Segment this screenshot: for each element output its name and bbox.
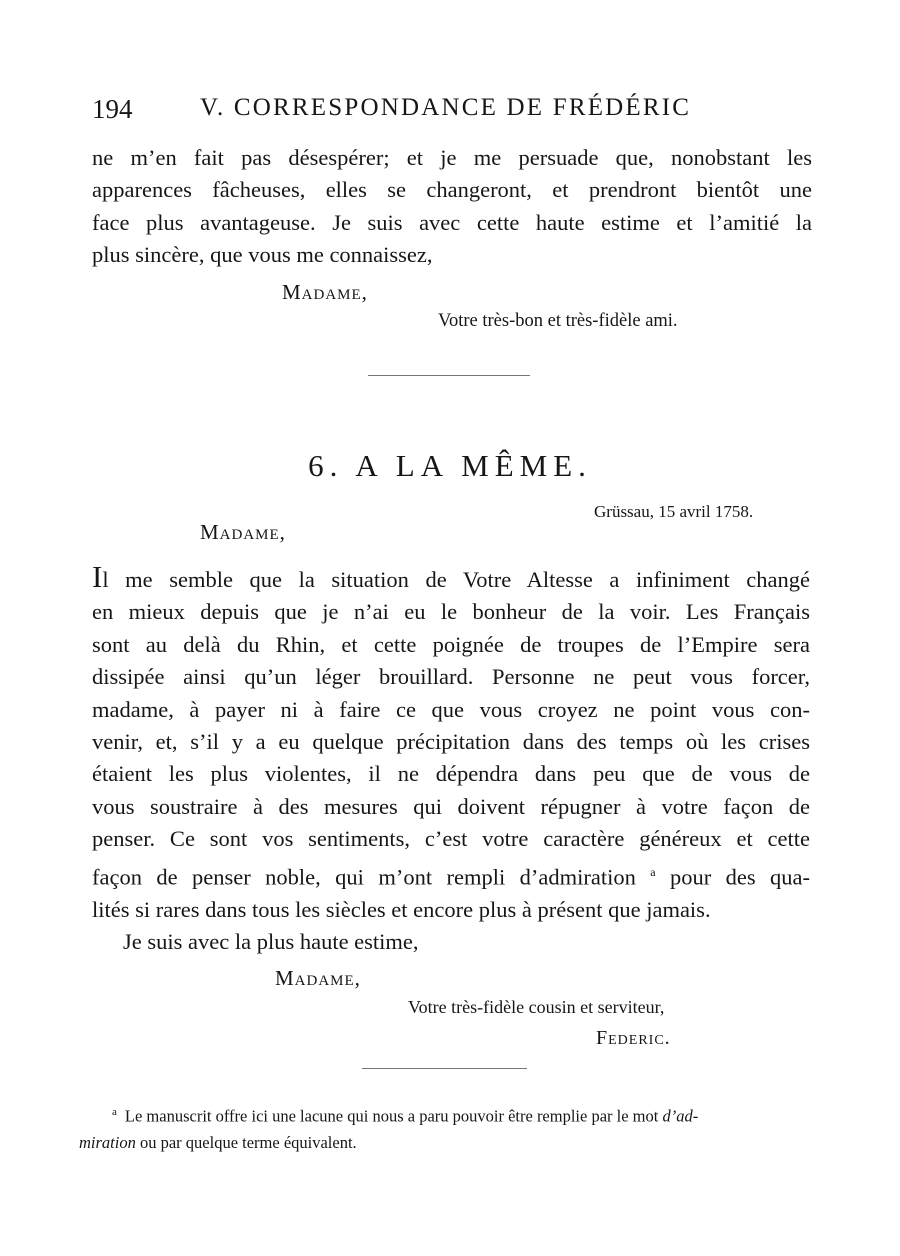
page-number: 194 [92,94,133,124]
footnote-marker: a [112,1106,117,1118]
footnote [79,1099,802,1156]
closing-salutation: Madame, [282,280,368,304]
footnote-text: ou par quelque terme équivalent. [139,1132,357,1152]
paragraph-line: dissipée ainsi qu’un léger brouillard. Personne ne peut vous forcer, [92,664,810,690]
paragraph-line [92,856,810,894]
paragraph-line: ne m’en fait pas désespérer; et je me persuade que, nonobstant les [92,145,812,170]
letter-heading: 6. A LA MÊME. [308,448,592,483]
footnote-line [112,1099,802,1130]
running-head: V. CORRESPONDANCE DE FRÉDÉRIC [200,94,692,121]
footnote-italic: miration [79,1132,136,1152]
dateline: Grüssau, 15 avril 1758. [594,502,754,521]
section-divider [368,375,530,376]
signoff: Votre très-fidèle cousin et serviteur, [408,997,665,1017]
footnote-italic: d’ad- [662,1106,699,1126]
previous-letter-paragraph [92,142,812,272]
drop-capital: I [92,559,103,594]
paragraph-line: apparences fâcheuses, elles se changeront, et prendront bientôt une [92,177,812,203]
paragraph-line: penser. Ce sont vos sentiments, c’est votre caractère généreux et cette [92,826,810,852]
footnote-line [79,1130,802,1156]
paragraph-line: face plus avantageuse. Je suis avec cette haute estime et l’amitié la [92,209,812,235]
line-text: pour des qua- [669,864,810,890]
line-text: façon de penser noble, qui m’ont rempli d’admiration [92,864,636,890]
letter-body [92,561,810,958]
paragraph-line [92,561,810,596]
salutation: Madame, [200,520,286,544]
footnote-text: Le manuscrit offre ici une lacune qui nous a paru pouvoir être remplie par le mot [124,1106,659,1126]
paragraph-line: vous soustraire à des mesures qui doivent répugner à votre façon de [92,793,810,819]
signature: Federic. [596,1027,671,1049]
paragraph-line: en mieux depuis que je n’ai eu le bonheur de la voir. Les Français [92,599,810,625]
paragraph-line: plus sincère, que vous me connaissez, [92,242,433,268]
paragraph-line: étaient les plus violentes, il ne dépendra dans peu que de vous de [92,761,810,787]
paragraph-line: madame, à payer ni à faire ce que vous croyez ne point vous con- [92,696,810,722]
paragraph-line: venir, et, s’il y a eu quelque précipitation dans des temps où les crises [92,729,810,755]
footnote-divider [362,1068,527,1069]
paragraph-line: sont au delà du Rhin, et cette poignée de troupes de l’Empire sera [92,631,810,657]
closing-salutation: Madame, [275,966,361,990]
signoff: Votre très-bon et très-fidèle ami. [438,311,678,331]
paragraph-line: lités si rares dans tous les siècles et encore plus à présent que jamais. [92,896,711,922]
footnote-reference: a [650,864,656,879]
closing-line: Je suis avec la plus haute estime, [123,928,419,954]
line-text: l me semble que la situation de Votre Altesse a infiniment changé [102,567,810,592]
